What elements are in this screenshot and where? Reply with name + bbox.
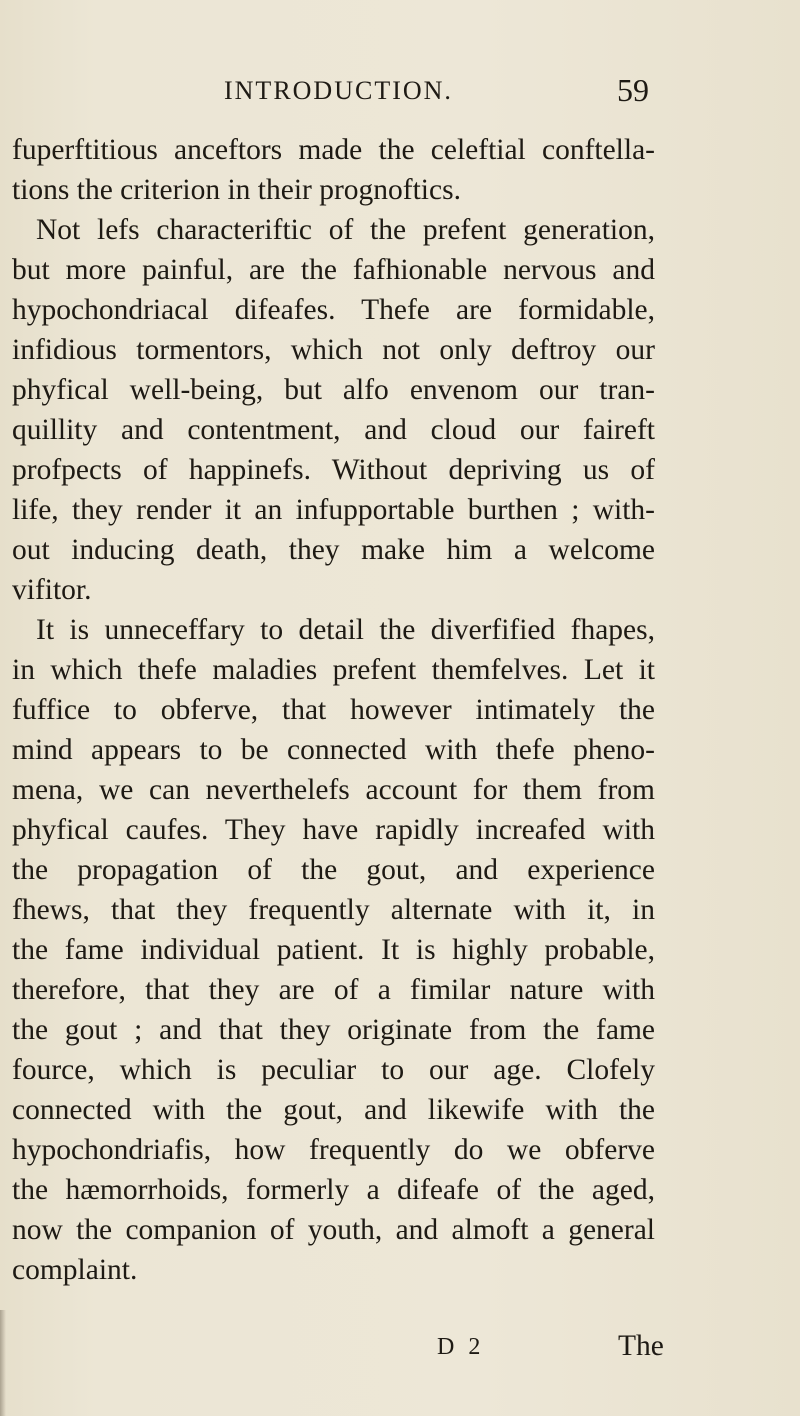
text-line: hypochondriacal difeafes. Thefe are formidable, bbox=[12, 294, 655, 326]
text-line: mena, we can neverthelefs account for them from bbox=[12, 774, 655, 806]
text-line: quillity and contentment, and cloud our faireft bbox=[12, 414, 655, 446]
text-line: Not lefs characteriftic of the prefent generation, bbox=[36, 214, 655, 246]
running-title: INTRODUCTION. bbox=[224, 76, 453, 105]
text-line: life, they render it an infupportable burthen ; with- bbox=[12, 494, 655, 526]
catchword: The bbox=[618, 1330, 664, 1362]
text-line: hypochondriafis, how frequently do we obferve bbox=[12, 1134, 655, 1166]
text-line: fource, which is peculiar to our age. Clofely bbox=[12, 1054, 655, 1086]
text-line: profpects of happinefs. Without depriving us of bbox=[12, 454, 655, 486]
text-line: therefore, that they are of a fimilar nature with bbox=[12, 974, 655, 1006]
text-line: tions the criterion in their prognoftics. bbox=[12, 174, 461, 206]
text-line: the hæmorrhoids, formerly a difeafe of the aged, bbox=[12, 1174, 655, 1206]
text-line: fhews, that they frequently alternate with it, in bbox=[12, 894, 655, 926]
text-line: phyfical well-being, but alfo envenom our tran- bbox=[12, 374, 655, 406]
text-line: but more painful, are the fafhionable nervous and bbox=[12, 254, 655, 286]
text-line: vifitor. bbox=[12, 574, 92, 606]
text-line: the gout ; and that they originate from the fame bbox=[12, 1014, 655, 1046]
text-line: the fame individual patient. It is highly probable, bbox=[12, 934, 655, 966]
running-head bbox=[0, 72, 800, 116]
text-line: phyfical caufes. They have rapidly increafed with bbox=[12, 814, 655, 846]
text-line: complaint. bbox=[12, 1254, 138, 1286]
text-line: now the companion of youth, and almoft a general bbox=[12, 1214, 655, 1246]
text-line: fuperftitious anceftors made the celeftial conftella- bbox=[12, 134, 655, 166]
text-line: mind appears to be connected with thefe pheno- bbox=[12, 734, 655, 766]
signature-mark: D 2 bbox=[437, 1334, 485, 1360]
text-line: the propagation of the gout, and experience bbox=[12, 854, 655, 886]
page-footer bbox=[0, 1330, 800, 1370]
text-line: It is unneceffary to detail the diverfified fhapes, bbox=[36, 614, 655, 646]
binding-shadow bbox=[0, 1310, 6, 1416]
text-line: fuffice to obferve, that however intimately the bbox=[12, 694, 655, 726]
text-line: in which thefe maladies prefent themfelves. Let it bbox=[12, 654, 655, 686]
text-line: out inducing death, they make him a welcome bbox=[12, 534, 655, 566]
page-number: 59 bbox=[617, 72, 649, 108]
text-line: infidious tormentors, which not only deftroy our bbox=[12, 334, 655, 366]
text-line: connected with the gout, and likewife with the bbox=[12, 1094, 655, 1126]
